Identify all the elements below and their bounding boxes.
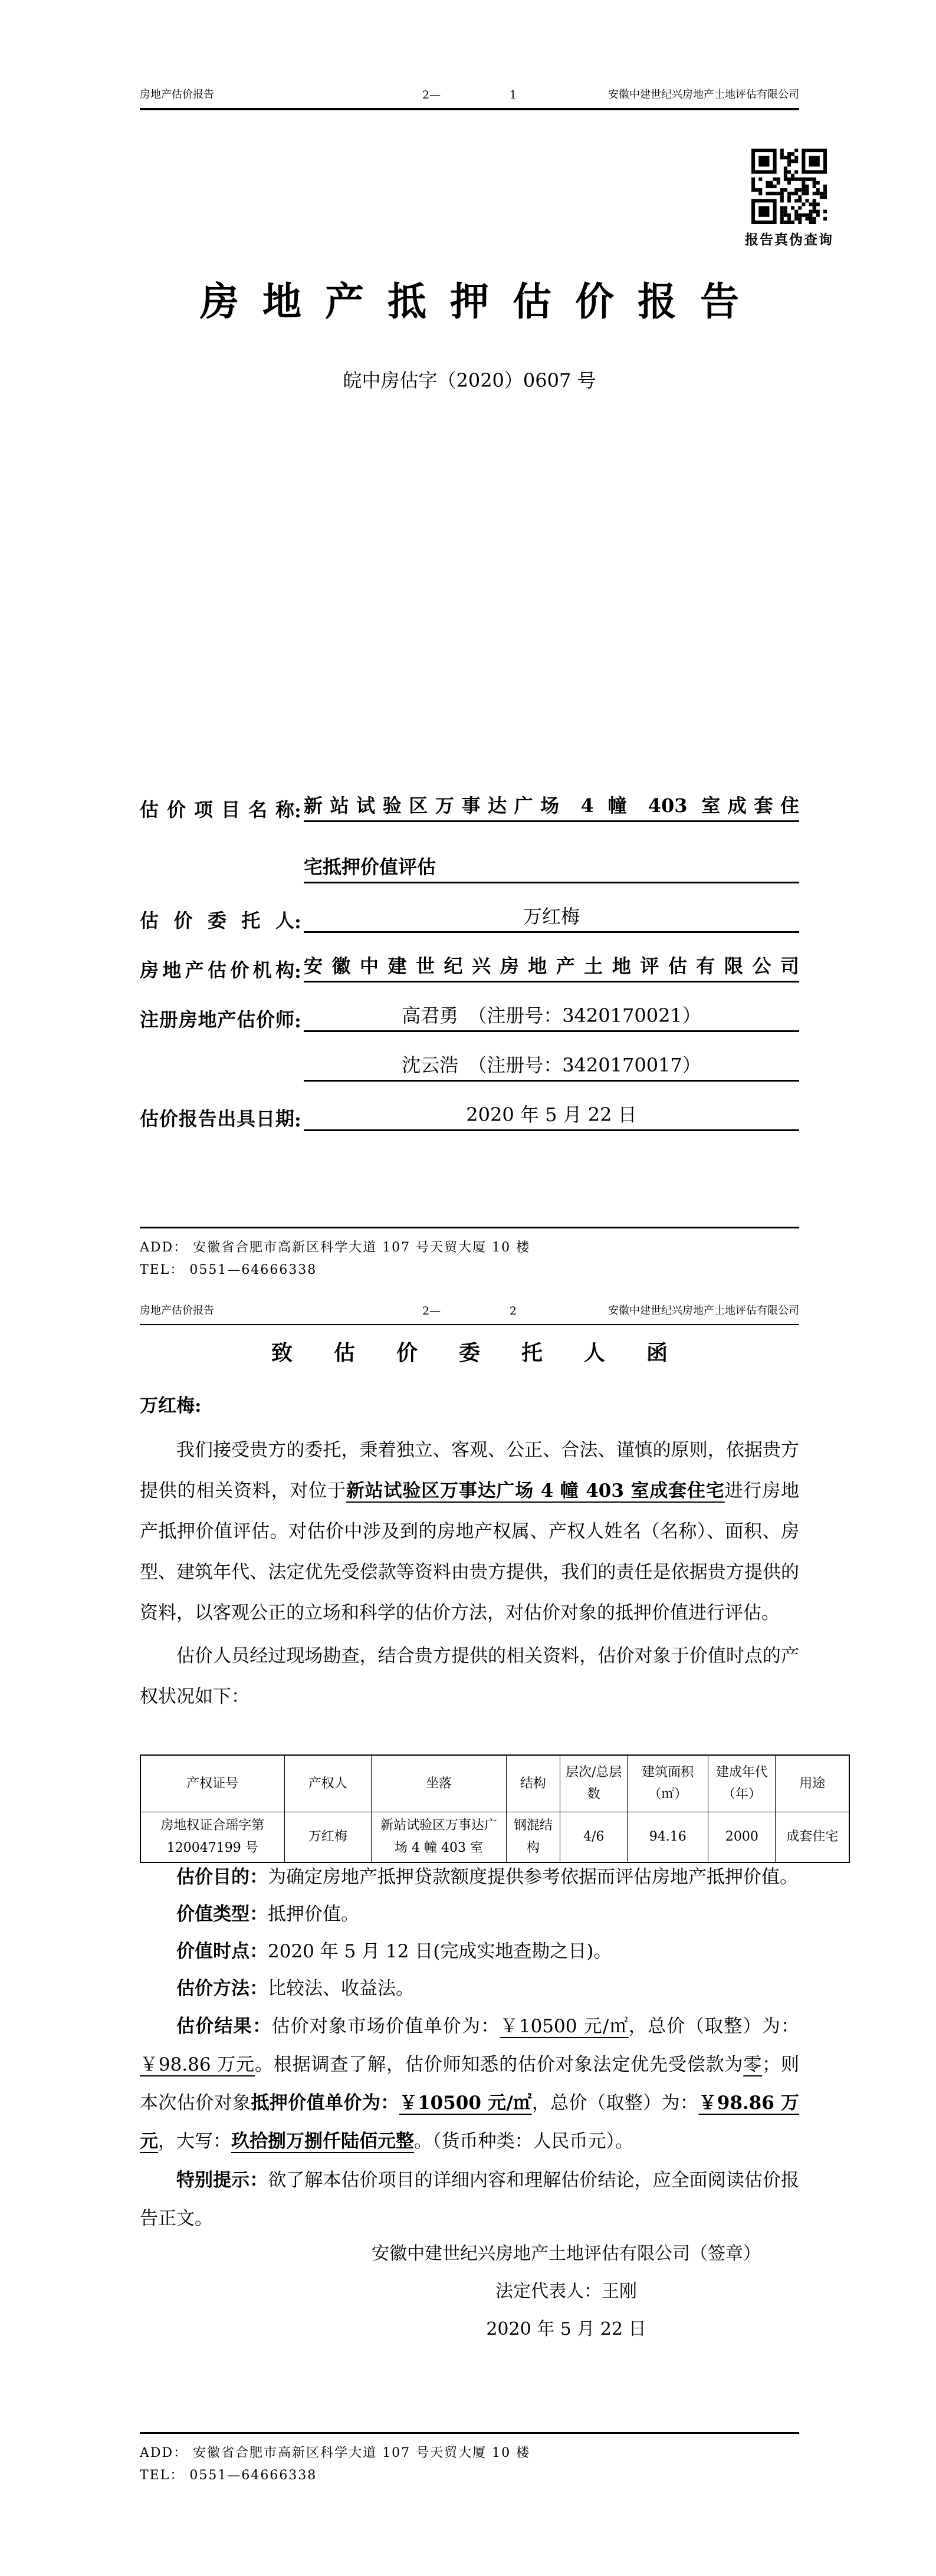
field-colon: : <box>294 911 301 933</box>
result-seg: ，总价（取整）为： <box>531 2092 699 2114</box>
field-issue-date <box>140 1082 799 1131</box>
field-value: 高君勇 （注册号：3420170021） <box>304 1004 799 1032</box>
special-note-text: 欲了解本估价项目的详细内容和理解估价结论，应全面阅读估价报告正文。 <box>140 2170 800 2229</box>
result-paragraph <box>140 2007 799 2161</box>
result-zero: 零 <box>743 2054 763 2075</box>
td-location: 新站试验区万事达广场 4 幢 403 室 <box>372 1812 506 1862</box>
report-doc-number: 皖中房估字（2020）0607 号 <box>343 369 596 392</box>
th-owner: 产权人 <box>284 1755 372 1812</box>
page1-running-header <box>140 86 799 101</box>
result-seg: 估价对象市场价值单价为： <box>271 2016 500 2037</box>
field-colon: : <box>294 1010 301 1032</box>
fact-text: 为确定房地产抵押贷款额度提供参考依据而评估房地产抵押价值。 <box>268 1867 798 1888</box>
letter-paragraph-2: 估价人员经过现场勘查，结合贵方提供的相关资料，估价对象于价值时点的产权状况如下： <box>140 1645 799 1707</box>
footer-rule <box>140 2432 799 2434</box>
fact-text: 2020 年 5 月 12 日(完成实地查勘之日)。 <box>268 1941 612 1962</box>
th-area: 建筑面积（㎡） <box>628 1755 708 1812</box>
field-agency <box>140 933 799 983</box>
result-seg: ，总价（取整）为： <box>628 2016 800 2037</box>
th-built-year: 建成年代（年） <box>708 1755 776 1812</box>
letter-salutation: 万红梅: <box>140 1395 202 1417</box>
fact-text: 比较法、收益法。 <box>268 1978 414 1999</box>
td-built-year: 2000 <box>708 1812 776 1862</box>
td-usage: 成套住宅 <box>776 1812 849 1862</box>
header-volume-prefix: 2— <box>422 1305 441 1317</box>
header-doc-type: 房地产估价报告 <box>140 88 214 101</box>
field-appraiser-2 <box>140 1032 799 1082</box>
td-owner: 万红梅 <box>284 1812 372 1862</box>
field-value: 万红梅 <box>304 905 799 933</box>
fact-purpose <box>140 1859 799 1896</box>
field-value: 2020 年 5 月 22 日 <box>304 1103 799 1131</box>
cover-fields <box>140 761 799 1131</box>
th-floor: 层次/总层数 <box>560 1755 628 1812</box>
signature-legal-rep: 法定代表人：王刚 <box>495 2281 637 2302</box>
result-seg: ，大写： <box>158 2131 231 2152</box>
field-value: 沈云浩 （注册号：3420170017） <box>304 1053 799 1082</box>
field-colon: : <box>294 1109 301 1131</box>
footer-address: ADD： 安徽省合肥市高新区科学大道 107 号天贸大厦 10 楼 <box>140 1240 531 1255</box>
fact-label: 价值时点： <box>176 1941 268 1962</box>
footer-rule <box>140 1227 799 1228</box>
footer-tel: TEL： 0551—64666338 <box>140 2468 317 2483</box>
result-mortgage-label: 抵押价值单价为： <box>251 2092 399 2114</box>
result-total-1: ￥98.86 万元 <box>140 2054 255 2075</box>
report-title: 房地产抵押估价报告 <box>200 278 763 324</box>
para1-post: 进行房地产抵押价值评估。对估价中涉及到的房地产权属、产权人姓名（名称）、面积、房型、建筑年代、法定优先受偿款等资料由贵方提供，我们的责任是依据贵方提供的资料，以客观公正的立场和科学的估价方法，对估价对象的抵押价值进行评估。 <box>140 1480 800 1624</box>
header-page-number <box>422 1305 517 1317</box>
field-client <box>140 883 799 933</box>
header-page-no: 1 <box>509 88 517 101</box>
td-area: 94.16 <box>628 1812 708 1862</box>
fact-label: 估价目的： <box>176 1867 268 1888</box>
qr-caption: 报告真伪查询 <box>745 232 833 248</box>
qr-code <box>751 149 827 224</box>
page2-running-header <box>140 1302 799 1317</box>
result-seg: 。根据调查了解，估价师知悉的估价对象法定优先受偿款为 <box>255 2054 744 2075</box>
fact-label: 估价方法： <box>176 1978 268 1999</box>
field-colon: : <box>294 960 301 983</box>
field-label: 估价报告出具日期 <box>140 1108 294 1130</box>
th-structure: 结构 <box>506 1755 560 1812</box>
fact-text: 抵押价值。 <box>268 1904 359 1925</box>
header-rule <box>140 1324 799 1325</box>
header-page-number <box>422 88 517 101</box>
field-value: 新站试验区万事达广场 4 幢 403 室成套住 <box>304 794 799 822</box>
footer-tel: TEL： 0551—64666338 <box>140 1263 317 1277</box>
field-value: 安徽中建世纪兴房地产土地评估有限公司 <box>304 954 799 983</box>
result-unit-price-2: ￥10500 元/㎡ <box>399 2092 532 2114</box>
header-page-no: 2 <box>509 1305 517 1317</box>
para1-pre: 我们接受贵方的委托，秉着独立、客观、公正、合法、谨慎的原则，依据贵方提供的相关资料，对位于 <box>140 1440 799 1501</box>
header-rule <box>140 108 799 110</box>
fact-label: 价值类型： <box>176 1904 268 1925</box>
header-volume-prefix: 2— <box>422 88 441 101</box>
appraisal-facts <box>140 1859 799 2007</box>
signature-block <box>330 2235 802 2348</box>
field-project-name-line2 <box>140 822 799 883</box>
field-label: 注册房地产估价师 <box>140 1008 294 1031</box>
result-seg: ；则本次估价对象 <box>140 2054 800 2114</box>
header-doc-type: 房地产估价报告 <box>140 1305 214 1317</box>
field-label: 估价委托人 <box>140 909 294 932</box>
special-note-label: 特别提示： <box>176 2170 268 2191</box>
field-colon: : <box>294 800 301 822</box>
th-location: 坐落 <box>372 1755 506 1812</box>
field-value: 宅抵押价值评估 <box>304 855 799 883</box>
header-company: 安徽中建世纪兴房地产土地评估有限公司 <box>608 88 799 101</box>
para1-property-name: 新站试验区万事达广场 4 幢 403 室成套住宅 <box>346 1480 725 1501</box>
td-structure: 钢混结构 <box>506 1812 560 1862</box>
field-label: 估价项目名称 <box>140 799 294 821</box>
special-note-paragraph <box>140 2161 799 2238</box>
fact-value-type <box>140 1896 799 1933</box>
letter-paragraph-1 <box>140 1430 799 1634</box>
field-label: 房地产估价机构 <box>140 959 294 981</box>
th-usage: 用途 <box>776 1755 849 1812</box>
table-header-row <box>140 1755 849 1812</box>
field-appraiser-1 <box>140 983 799 1032</box>
result-amount-in-words: 玖拾捌万捌仟陆佰元整 <box>231 2131 414 2152</box>
result-seg: 。（货币种类：人民币元）。 <box>414 2131 633 2152</box>
letter-title: 致估价委托人函 <box>271 1340 709 1365</box>
table-data-row <box>140 1812 849 1862</box>
qr-verification-block <box>744 149 834 248</box>
signature-company: 安徽中建世纪兴房地产土地评估有限公司（签章） <box>372 2243 761 2264</box>
result-unit-price-1: ￥10500 元/㎡ <box>500 2016 629 2037</box>
fact-value-date <box>140 1933 799 1970</box>
footer-address: ADD： 安徽省合肥市高新区科学大道 107 号天贸大厦 10 楼 <box>140 2446 531 2460</box>
th-cert-no: 产权证号 <box>140 1755 284 1812</box>
signature-date: 2020 年 5 月 22 日 <box>486 2319 646 2340</box>
td-floor: 4/6 <box>560 1812 628 1862</box>
header-company: 安徽中建世纪兴房地产土地评估有限公司 <box>608 1305 799 1317</box>
result-total-2: ￥98.86 万元 <box>140 2092 800 2152</box>
fact-method <box>140 1970 799 2007</box>
ownership-table <box>140 1754 850 1863</box>
result-label: 估价结果： <box>176 2016 272 2037</box>
td-cert-no: 房地权证合瑶字第 120047199 号 <box>140 1812 284 1862</box>
field-project-name <box>140 761 799 822</box>
